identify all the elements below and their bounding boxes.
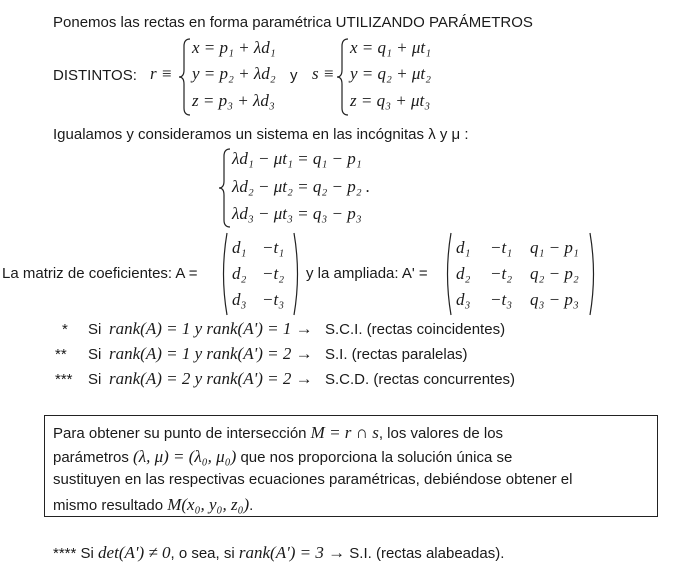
last-line — [53, 543, 504, 563]
box-formula: (λ, μ) = (λ₀, μ₀) — [133, 447, 237, 466]
box-text: , los valores de los — [378, 425, 504, 442]
matrix-ext-cell: −t₂ — [490, 264, 513, 283]
r-label: r ≡ — [150, 64, 173, 83]
case-mark: ** — [55, 346, 67, 363]
distintos-label: DISTINTOS: — [53, 67, 137, 84]
case-mark: * — [62, 321, 68, 338]
box-formula: M = r ∩ s — [310, 423, 379, 442]
matrix-ext-cell: q₂ − p₂ — [530, 264, 579, 283]
coef-label: La matriz de coeficientes: A = — [2, 265, 198, 282]
case-condition: rank(A) = 1 y rank(A') = 2 → — [109, 344, 313, 363]
r-eq-1: x = p₁ + λd₁ — [192, 38, 276, 57]
y-conjunction: y — [290, 67, 298, 84]
last-si: Si — [80, 545, 94, 562]
matrix-a-cell: d₂ — [232, 264, 247, 283]
matrix-ext-cell: −t₃ — [490, 290, 513, 309]
matrix-a-cell: d₁ — [232, 238, 247, 257]
s-brace-icon — [336, 38, 350, 116]
system-intro: Igualamos y consideramos un sistema en las incógnitas λ y μ : — [53, 126, 469, 143]
box-line-4 — [53, 495, 253, 515]
box-line-3 — [53, 471, 572, 488]
matrix-ext-right-paren-icon — [588, 232, 598, 316]
matrix-ext-cell: q₁ − p₁ — [530, 238, 579, 257]
case-mark: *** — [55, 371, 73, 388]
s-label: s ≡ — [312, 64, 335, 83]
matrix-ext-cell: −t₁ — [490, 238, 513, 257]
box-text: parámetros — [53, 449, 129, 466]
box-text: que nos proporciona la solución única se — [236, 449, 513, 466]
matrix-a-right-paren-icon — [292, 232, 302, 316]
case-si: Si — [88, 371, 102, 388]
last-result: S.I. (rectas alabeadas). — [349, 545, 505, 562]
system-brace-icon — [218, 148, 232, 228]
s-eq-2: y = q₂ + μt₂ — [350, 64, 432, 83]
box-text: Para obtener su punto de intersección — [53, 425, 307, 442]
matrix-ext-cell: d₂ — [456, 264, 471, 283]
case-condition: rank(A) = 1 y rank(A') = 1 → — [109, 319, 313, 338]
last-mid: , o sea, si — [170, 545, 235, 562]
r-eq-3: z = p₃ + λd₃ — [192, 91, 275, 110]
last-condition-rank: rank(A') = 3 → — [238, 543, 346, 562]
case-condition: rank(A) = 2 y rank(A') = 2 → — [109, 369, 313, 388]
matrix-ext-cell: d₁ — [456, 238, 471, 257]
matrix-a-cell: d₃ — [232, 290, 247, 309]
matrix-ext-left-paren-icon — [443, 232, 453, 316]
system-eq-3: λd₃ − μt₃ = q₃ − p₃ — [232, 204, 362, 223]
box-formula: M(x₀, y₀, z₀) — [167, 495, 250, 514]
r-eq-2: y = p₂ + λd₂ — [192, 64, 276, 83]
s-eq-3: z = q₃ + μt₃ — [350, 91, 431, 110]
last-condition-det: det(A') ≠ 0 — [98, 543, 171, 562]
box-text: . — [249, 497, 254, 514]
case-si: Si — [88, 321, 102, 338]
case-result: S.I. (rectas paralelas) — [325, 346, 468, 363]
system-eq-1: λd₁ − μt₁ = q₁ − p₁ — [232, 149, 362, 168]
case-result: S.C.I. (rectas coincidentes) — [325, 321, 506, 338]
case-result: S.C.D. (rectas concurrentes) — [325, 371, 516, 388]
s-eq-1: x = q₁ + μt₁ — [350, 38, 432, 57]
matrix-a-left-paren-icon — [219, 232, 229, 316]
box-text: sustituyen en las respectivas ecuaciones paramétricas, debiéndose obtener el — [53, 471, 573, 488]
last-mark: **** — [53, 545, 77, 562]
box-text: mismo resultado — [53, 497, 164, 514]
matrix-ext-cell: d₃ — [456, 290, 471, 309]
intersection-box — [44, 415, 658, 517]
system-eq-2: λd₂ − μt₂ = q₂ − p₂ . — [232, 177, 371, 196]
box-line-2 — [53, 447, 512, 467]
r-brace-icon — [178, 38, 192, 116]
matrix-a-cell: −t₁ — [262, 238, 285, 257]
matrix-ext-cell: q₃ − p₃ — [530, 290, 579, 309]
matrix-a-cell: −t₂ — [262, 264, 285, 283]
box-line-1 — [53, 423, 503, 443]
intro-text: Ponemos las rectas en forma paramétrica UTILIZANDO PARÁMETROS — [53, 14, 533, 31]
case-si: Si — [88, 346, 102, 363]
matrix-a-cell: −t₃ — [262, 290, 285, 309]
ampliada-label: y la ampliada: A' = — [306, 265, 428, 282]
